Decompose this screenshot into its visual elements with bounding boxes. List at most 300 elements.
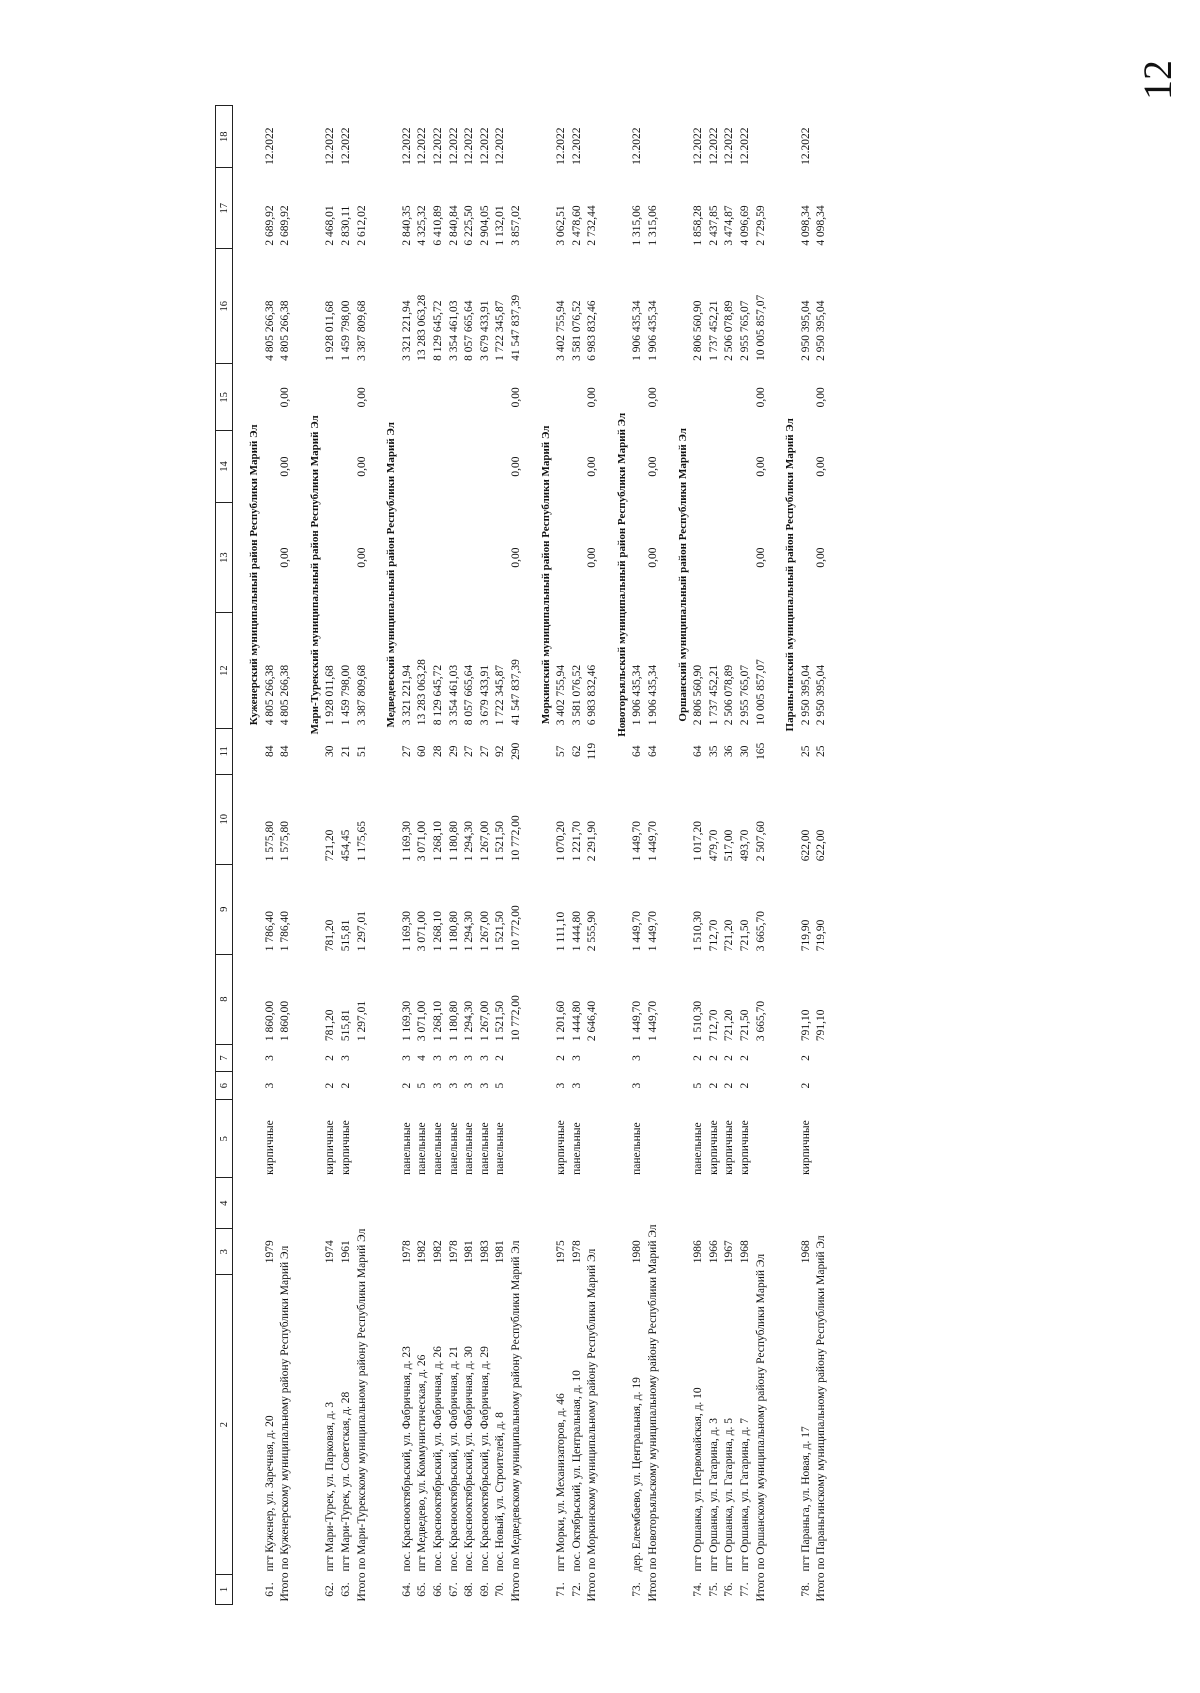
entrances-cell: 3	[478, 1055, 491, 1061]
row-number: 77.	[739, 1582, 752, 1597]
empty-cell	[630, 364, 646, 431]
entrances-cell: 3	[431, 1055, 444, 1061]
empty-cell	[462, 431, 478, 502]
total-area-cell: 3 071,00	[416, 1000, 429, 1042]
unit-cost-cell: 4 325,32	[416, 205, 429, 246]
total-area-cell: 1 860,00	[263, 1000, 276, 1042]
floors-cell: 3	[463, 1082, 476, 1089]
residents-cell: 25	[799, 745, 812, 758]
subtotal-residents: 84	[279, 745, 292, 758]
floors-cell: 3	[431, 1082, 444, 1089]
unit-cost-cell: 1 858,28	[692, 205, 705, 246]
year-cell: 1980	[631, 1240, 644, 1264]
subtotal-col14: 0,00	[586, 456, 599, 477]
subtotal-residents: 64	[647, 745, 660, 758]
subtotal-residents: 119	[586, 742, 599, 760]
region-heading-row	[615, 106, 631, 1605]
subtotal-row	[585, 106, 601, 1605]
deadline-cell: 12.2022	[400, 127, 413, 165]
premises-area-cell: 3 071,00	[416, 910, 429, 952]
subtotal-col13: 0,00	[586, 547, 599, 568]
residents-cell: 92	[494, 745, 507, 758]
empty-cell	[323, 431, 339, 502]
address-cell: пгт Параньга, ул. Новая, д. 17	[799, 1426, 812, 1572]
premises-area-cell: 1 180,80	[447, 910, 460, 952]
total-area-cell: 515,81	[339, 1009, 352, 1042]
region-heading: Мари-Турекский муниципальный район Республики Марий Эл	[308, 415, 321, 735]
residents-cell: 27	[463, 745, 476, 758]
spacer-row	[370, 106, 384, 1605]
row-number: 75.	[707, 1582, 720, 1597]
residential-area-cell: 1 180,80	[447, 821, 460, 862]
residential-area-cell: 1 521,50	[494, 821, 507, 862]
column-header-15: 15	[216, 364, 233, 431]
subtotal-owners-funds: 4 805 266,38	[279, 300, 292, 361]
subtotal-col15: 0,00	[355, 387, 368, 408]
premises-area-cell: 721,50	[739, 919, 752, 952]
empty-cell	[799, 1178, 815, 1229]
floors-cell: 3	[263, 1082, 276, 1089]
subtotal-col15: 0,00	[509, 387, 522, 408]
subtotal-unit-cost: 2 729,59	[754, 205, 767, 246]
page-number: 12	[1135, 60, 1180, 100]
spacer-cell	[662, 106, 676, 1605]
column-header-11: 11	[216, 728, 233, 774]
empty-cell	[478, 1178, 494, 1229]
table-row	[707, 106, 723, 1605]
unit-cost-cell: 4 096,69	[739, 205, 752, 246]
subtotal-col14: 0,00	[815, 456, 828, 477]
column-header-5: 5	[216, 1099, 233, 1177]
premises-area-cell: 1 510,30	[692, 910, 705, 952]
floors-cell: 2	[400, 1082, 413, 1089]
empty-cell	[447, 502, 463, 613]
subtotal-cost-total: 10 005 857,07	[754, 659, 767, 726]
owners-funds-cell: 13 283 063,28	[416, 294, 429, 361]
year-cell: 1968	[799, 1240, 812, 1264]
empty-cell	[570, 431, 586, 502]
spacer-row	[769, 106, 783, 1605]
residential-area-cell: 1 268,10	[431, 821, 444, 862]
subtotal-cost-total: 1 906 435,34	[647, 664, 660, 726]
column-header-16: 16	[216, 249, 233, 364]
total-area-cell: 781,20	[324, 1009, 337, 1042]
year-cell: 1961	[339, 1240, 352, 1264]
document-sheet	[215, 105, 830, 1605]
year-cell: 1975	[555, 1240, 568, 1264]
row-number: 65.	[416, 1582, 429, 1597]
row-number: 69.	[478, 1582, 491, 1597]
premises-area-cell: 781,20	[324, 919, 337, 952]
address-cell: пос. Новый, ул. Строителей, д. 8	[494, 1412, 507, 1572]
entrances-cell: 2	[555, 1055, 568, 1061]
empty-cell	[400, 431, 416, 502]
subtotal-col14: 0,00	[647, 456, 660, 477]
row-number: 61.	[263, 1582, 276, 1597]
premises-area-cell: 719,90	[799, 919, 812, 952]
empty-cell	[585, 106, 601, 168]
empty-cell	[339, 502, 355, 613]
address-cell: пгт Оршанка, ул. Гагарина, д. 3	[707, 1418, 720, 1572]
owners-funds-cell: 4 805 266,38	[263, 300, 276, 361]
premises-area-cell: 721,20	[723, 919, 736, 952]
empty-cell	[415, 364, 431, 431]
cost-total-cell: 1 906 435,34	[631, 664, 644, 726]
floors-cell: 2	[739, 1082, 752, 1089]
total-area-cell: 1 267,00	[478, 1000, 491, 1042]
subtotal-col13: 0,00	[754, 547, 767, 568]
subtotal-residential-area: 2 291,90	[586, 821, 599, 862]
region-heading: Медведевский муниципальный район Республики Марий Эл	[385, 422, 398, 728]
subtotal-label: Итого по Параньгинскому муниципальному району Республики Марий Эл	[815, 1235, 828, 1602]
floors-cell: 2	[707, 1082, 720, 1089]
residents-cell: 64	[692, 745, 705, 758]
owners-funds-cell: 2 506 078,89	[723, 300, 736, 361]
residential-area-cell: 479,70	[707, 829, 720, 862]
table-row	[570, 106, 586, 1605]
entrances-cell: 3	[631, 1055, 644, 1061]
table-row	[738, 106, 754, 1605]
unit-cost-cell: 2 904,05	[478, 205, 491, 246]
subtotal-residents: 290	[509, 742, 522, 760]
subtotal-col14: 0,00	[754, 456, 767, 477]
floors-cell: 2	[324, 1082, 337, 1089]
row-number: 67.	[447, 1582, 460, 1597]
premises-area-cell: 1 111,10	[555, 911, 568, 952]
residents-cell: 27	[478, 745, 491, 758]
entrances-cell: 3	[447, 1055, 460, 1061]
table-row	[263, 106, 279, 1605]
subtotal-label: Итого по Медведевскому муниципальному району Республики Марий Эл	[509, 1240, 522, 1602]
region-heading-row	[783, 106, 799, 1605]
year-cell: 1983	[478, 1240, 491, 1264]
floors-cell: 3	[478, 1082, 491, 1089]
subtotal-cost-total: 6 983 832,46	[586, 664, 599, 726]
premises-area-cell: 712,70	[707, 919, 720, 952]
empty-cell	[493, 364, 509, 431]
subtotal-label: Итого по Моркинскому муниципальному району Республики Марий Эл	[586, 1248, 599, 1602]
residential-area-cell: 1 169,30	[400, 821, 413, 862]
subtotal-owners-funds: 41 547 837,39	[509, 294, 522, 361]
floors-cell: 2	[799, 1082, 812, 1089]
wall-material-cell: кирпичные	[739, 1120, 752, 1175]
column-header-8: 8	[216, 954, 233, 1044]
address-cell: дер. Елеембаево, ул. Центральная, д. 19	[631, 1377, 644, 1572]
housing-table	[215, 105, 830, 1605]
spacer-cell	[525, 106, 539, 1605]
owners-funds-cell: 8 129 645,72	[431, 300, 444, 361]
empty-cell	[722, 502, 738, 613]
premises-area-cell: 1 521,50	[494, 910, 507, 952]
owners-funds-cell: 2 950 395,04	[799, 300, 812, 361]
wall-material-cell: панельные	[631, 1122, 644, 1175]
empty-cell	[799, 364, 815, 431]
subtotal-residents: 165	[754, 742, 767, 760]
subtotal-col14: 0,00	[355, 456, 368, 477]
empty-cell	[415, 431, 431, 502]
table-row	[415, 106, 431, 1605]
cost-total-cell: 8 057 665,64	[463, 664, 476, 726]
region-heading: Моркинский муниципальный район Республики Марий Эл	[539, 425, 552, 725]
unit-cost-cell: 6 225,50	[463, 205, 476, 246]
subtotal-cost-total: 4 805 266,38	[279, 664, 292, 726]
cost-total-cell: 1 928 011,68	[324, 665, 337, 726]
subtotal-total-area: 791,10	[815, 1009, 828, 1042]
region-heading: Куженерский муниципальный район Республики Марий Эл	[248, 424, 260, 726]
empty-cell	[707, 1178, 723, 1229]
unit-cost-cell: 2 478,60	[570, 205, 583, 246]
column-header-14: 14	[216, 431, 233, 502]
empty-cell	[493, 502, 509, 613]
premises-area-cell: 1 444,80	[570, 910, 583, 952]
deadline-cell: 12.2022	[692, 127, 705, 165]
address-cell: пос. Краснооктябрьский, ул. Фабричная, д. 30	[463, 1346, 476, 1572]
owners-funds-cell: 1 737 452,21	[707, 300, 720, 361]
cost-total-cell: 2 955 765,07	[739, 664, 752, 726]
floors-cell: 3	[447, 1082, 460, 1089]
region-spacer	[384, 1044, 400, 1604]
region-spacer	[308, 1044, 324, 1604]
entrances-cell: 3	[570, 1055, 583, 1061]
empty-cell	[447, 1178, 463, 1229]
total-area-cell: 1 169,30	[400, 1000, 413, 1042]
subtotal-label: Итого по Куженерскому муниципальному району Республики Марий Эл	[279, 1245, 292, 1602]
spacer-row	[233, 106, 248, 1605]
region-spacer	[247, 1044, 263, 1604]
wall-material-cell: панельные	[463, 1122, 476, 1175]
deadline-cell: 12.2022	[739, 127, 752, 165]
total-area-cell: 721,50	[739, 1009, 752, 1042]
empty-cell	[478, 431, 494, 502]
subtotal-residential-area: 1 175,65	[355, 821, 368, 862]
cost-total-cell: 2 950 395,04	[799, 664, 812, 726]
wall-material-cell: панельные	[447, 1122, 460, 1175]
region-spacer	[539, 1044, 555, 1604]
column-header-7: 7	[216, 1044, 233, 1072]
subtotal-row	[355, 106, 371, 1605]
year-cell: 1979	[263, 1240, 276, 1264]
residential-area-cell: 721,20	[324, 829, 337, 862]
entrances-cell: 2	[739, 1055, 752, 1061]
cost-total-cell: 8 129 645,72	[431, 664, 444, 726]
spacer-cell	[370, 106, 384, 1605]
residential-area-cell: 1 449,70	[631, 821, 644, 862]
unit-cost-cell: 6 410,89	[431, 205, 444, 246]
column-header-12: 12	[216, 613, 233, 728]
subtotal-owners-funds: 10 005 857,07	[754, 294, 767, 361]
empty-cell	[738, 364, 754, 431]
subtotal-unit-cost: 2 612,02	[355, 205, 368, 246]
wall-material-cell: кирпичные	[707, 1120, 720, 1175]
column-header-17: 17	[216, 168, 233, 249]
column-header-3: 3	[216, 1229, 233, 1275]
deadline-cell: 12.2022	[799, 127, 812, 165]
empty-cell	[263, 431, 279, 502]
cost-total-cell: 3 354 461,03	[447, 664, 460, 726]
subtotal-residents: 51	[355, 745, 368, 758]
table-row	[462, 106, 478, 1605]
empty-cell	[554, 502, 570, 613]
empty-cell	[355, 106, 371, 168]
empty-cell	[415, 502, 431, 613]
empty-cell	[630, 431, 646, 502]
year-cell: 1978	[400, 1240, 413, 1264]
deadline-cell: 12.2022	[723, 127, 736, 165]
residential-area-cell: 1 070,20	[555, 821, 568, 862]
spacer-row	[525, 106, 539, 1605]
empty-cell	[462, 1178, 478, 1229]
total-area-cell: 1 444,80	[570, 1000, 583, 1042]
column-header-9: 9	[216, 864, 233, 954]
total-area-cell: 1 201,60	[555, 1000, 568, 1042]
address-cell: пгт Оршанка, ул. Гагарина, д. 7	[739, 1418, 752, 1572]
subtotal-residential-area: 1 575,80	[279, 821, 292, 862]
empty-cell	[509, 106, 525, 168]
row-number: 66.	[431, 1582, 444, 1597]
total-area-cell: 1 294,30	[463, 1000, 476, 1042]
premises-area-cell: 1 268,10	[431, 910, 444, 952]
empty-cell	[478, 502, 494, 613]
address-cell: пгт Медведево, ул. Коммунистическая, д. 26	[416, 1354, 429, 1572]
deadline-cell: 12.2022	[447, 127, 460, 165]
region-heading: Оршанский муниципальный район Республики Марий Эл	[676, 428, 689, 722]
owners-funds-cell: 3 321 221,94	[400, 300, 413, 361]
row-number: 78.	[799, 1582, 812, 1597]
empty-cell	[630, 502, 646, 613]
empty-cell	[462, 502, 478, 613]
residents-cell: 57	[555, 745, 568, 758]
empty-cell	[400, 364, 416, 431]
region-heading-row	[247, 106, 263, 1605]
empty-cell	[400, 1178, 416, 1229]
column-header-4: 4	[216, 1178, 233, 1229]
wall-material-cell: кирпичные	[339, 1120, 352, 1175]
year-cell: 1986	[692, 1240, 705, 1264]
column-header-6: 6	[216, 1072, 233, 1100]
wall-material-cell: кирпичные	[723, 1120, 736, 1175]
empty-cell	[691, 431, 707, 502]
address-cell: пгт Оршанка, ул. Гагарина, д. 5	[723, 1418, 736, 1572]
subtotal-cost-total: 3 387 809,68	[355, 664, 368, 726]
floors-cell: 2	[723, 1082, 736, 1089]
subtotal-col13: 0,00	[509, 547, 522, 568]
subtotal-col14: 0,00	[509, 456, 522, 477]
empty-cell	[738, 1178, 754, 1229]
subtotal-label: Итого по Мари-Турекскому муниципальному району Республики Марий Эл	[355, 1228, 368, 1602]
residential-area-cell: 1 294,30	[463, 821, 476, 862]
premises-area-cell: 1 786,40	[263, 910, 276, 952]
subtotal-col13: 0,00	[815, 547, 828, 568]
subtotal-premises-area: 3 665,70	[754, 910, 767, 952]
empty-cell	[554, 1178, 570, 1229]
total-area-cell: 712,70	[707, 1009, 720, 1042]
total-area-cell: 1 510,30	[692, 1000, 705, 1042]
empty-cell	[691, 502, 707, 613]
cost-total-cell: 2 506 078,89	[723, 664, 736, 726]
subtotal-residential-area: 1 449,70	[647, 821, 660, 862]
subtotal-owners-funds: 3 387 809,68	[355, 300, 368, 361]
empty-cell	[323, 502, 339, 613]
address-cell: пос. Краснооктябрьский, ул. Фабричная, д. 26	[431, 1346, 444, 1572]
subtotal-premises-area: 719,90	[815, 919, 828, 952]
unit-cost-cell: 1 132,01	[494, 205, 507, 246]
unit-cost-cell: 2 840,35	[400, 205, 413, 246]
floors-cell: 3	[570, 1082, 583, 1089]
cost-total-cell: 1 722 345,87	[494, 664, 507, 726]
address-cell: пос. Краснооктябрьский, ул. Фабричная, д. 29	[478, 1346, 491, 1572]
address-cell: пос. Краснооктябрьский, ул. Фабричная, д. 23	[400, 1346, 413, 1572]
deadline-cell: 12.2022	[494, 127, 507, 165]
address-cell: пгт Мари-Турек, ул. Парковая, д. 3	[324, 1401, 337, 1572]
table-row	[478, 106, 494, 1605]
region-spacer	[676, 1044, 692, 1604]
empty-cell	[323, 1178, 339, 1229]
residents-cell: 28	[431, 745, 444, 758]
year-cell: 1968	[739, 1240, 752, 1264]
column-header-2: 2	[216, 1275, 233, 1575]
premises-area-cell: 515,81	[339, 919, 352, 952]
owners-funds-cell: 3 354 461,03	[447, 300, 460, 361]
premises-area-cell: 1 449,70	[631, 910, 644, 952]
subtotal-total-area: 1 860,00	[279, 1000, 292, 1042]
subtotal-residential-area: 10 772,00	[509, 815, 522, 862]
subtotal-col13: 0,00	[355, 547, 368, 568]
entrances-cell: 4	[416, 1055, 429, 1061]
entrances-cell: 2	[723, 1055, 736, 1061]
owners-funds-cell: 8 057 665,64	[463, 300, 476, 361]
unit-cost-cell: 2 468,01	[324, 205, 337, 246]
subtotal-col15: 0,00	[279, 387, 292, 408]
subtotal-unit-cost: 1 315,06	[647, 205, 660, 246]
table-row	[799, 106, 815, 1605]
empty-cell	[738, 431, 754, 502]
empty-cell	[722, 1178, 738, 1229]
entrances-cell: 2	[494, 1055, 507, 1061]
row-number: 76.	[723, 1582, 736, 1597]
region-heading-row	[384, 106, 400, 1605]
row-number: 73.	[631, 1582, 644, 1597]
address-cell: пгт Мари-Турек, ул. Советская, д. 28	[339, 1391, 352, 1572]
subtotal-row	[814, 106, 830, 1605]
unit-cost-cell: 2 689,92	[263, 205, 276, 246]
subtotal-col15: 0,00	[586, 387, 599, 408]
spacer-cell	[294, 106, 308, 1605]
year-cell: 1981	[494, 1240, 507, 1264]
residents-cell: 60	[416, 745, 429, 758]
year-cell: 1967	[723, 1240, 736, 1264]
residential-area-cell: 3 071,00	[416, 821, 429, 862]
unit-cost-cell: 1 315,06	[631, 205, 644, 246]
year-cell: 1982	[431, 1240, 444, 1264]
empty-cell	[799, 431, 815, 502]
empty-cell	[554, 364, 570, 431]
deadline-cell: 12.2022	[555, 127, 568, 165]
wall-material-cell: панельные	[494, 1122, 507, 1175]
residents-cell: 29	[447, 745, 460, 758]
column-header-18: 18	[216, 106, 233, 168]
deadline-cell: 12.2022	[324, 127, 337, 165]
spacer-row	[294, 106, 308, 1605]
owners-funds-cell: 1 722 345,87	[494, 300, 507, 361]
address-cell: пгт Куженер, ул. Заречная, д. 20	[263, 1415, 276, 1572]
total-area-cell: 1 268,10	[431, 1000, 444, 1042]
unit-cost-cell: 2 830,11	[339, 205, 352, 246]
owners-funds-cell: 1 906 435,34	[631, 300, 644, 361]
year-cell: 1978	[570, 1240, 583, 1264]
empty-cell	[630, 1178, 646, 1229]
floors-cell: 2	[339, 1082, 352, 1089]
empty-cell	[707, 502, 723, 613]
